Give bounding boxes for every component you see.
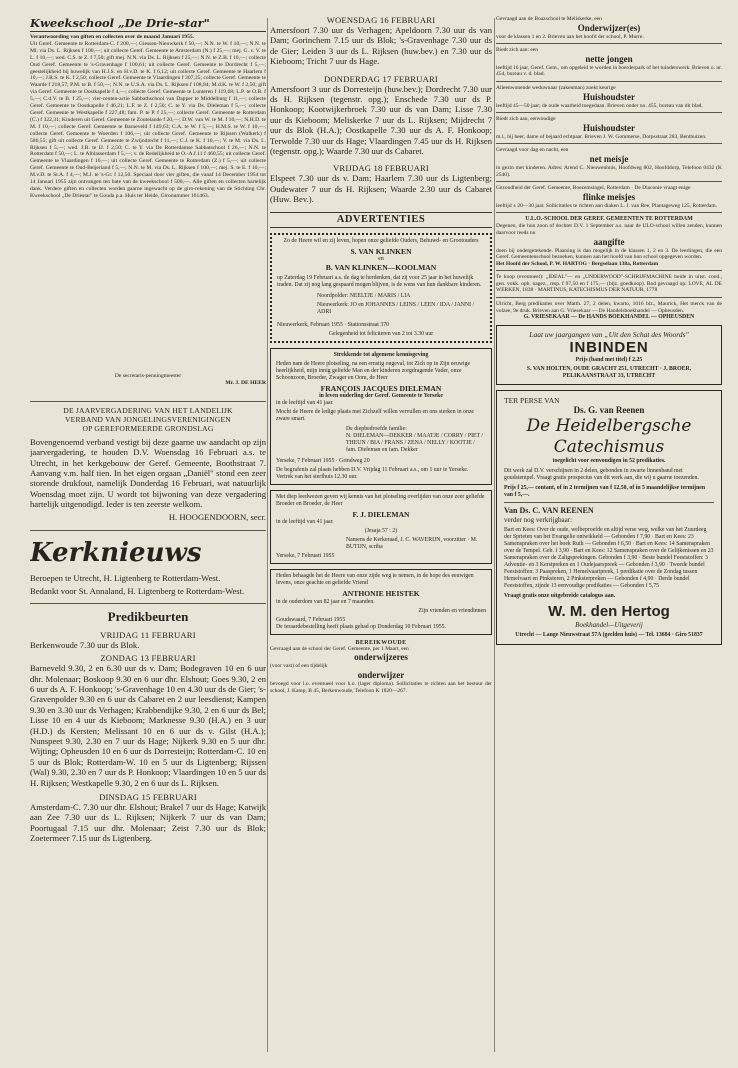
death1-burial: De begrafenis zal plaats hebben D.V. Vrijdag 11 Februari a.s., om 1 uur te Yerseke. Vertrek van het sterfhuis 12.30 uur. — [276, 466, 469, 480]
ad1-intro: Gevraagd aan de Boazschool te Meliskerke, een — [496, 16, 602, 22]
ad2-text: leeftijd 16 jaar, Geref. Gem., om opgeleid te worden in boerderpark of het tuinderswerk. Brieven o. nr. 454, bureau v. d. blad. — [496, 64, 722, 78]
cat-author: Ds. G. van Reenen — [573, 405, 645, 416]
ad4-intro: Biedt zich aan, eenvoudige — [496, 116, 556, 123]
wedding-name-1: S. VAN KLINKEN — [350, 246, 412, 256]
bereik-big-2: onderwijzer — [357, 669, 405, 680]
death3-sign: Zijn vrienden en vriendinnen — [418, 607, 486, 614]
woensdag-head: WOENSDAG 16 FEBRUARI — [326, 16, 436, 25]
bereikwoude-ad — [270, 640, 492, 694]
jaarvergadering-sign: H. HOOGENDOORN, secr. — [168, 511, 266, 522]
cat-price: Prijs f 25,— contant, of in 2 termijnen van f 12,50, of in 5 maandelijkse termijnen van f 5,—. — [504, 485, 706, 499]
kerknieuws-title: Kerknieuws — [30, 537, 202, 568]
wedding-place: Nieuwerkerk, Februari 1955 · Stationsstraat 370 — [277, 321, 390, 328]
donderdag-head: DONDERDAG 17 FEBRUARI — [323, 73, 438, 84]
ad-onderwijzer — [496, 16, 722, 40]
inbinden-big: INBINDEN — [569, 339, 649, 357]
bereik-mid: (voor vast) of een tijdelijk — [270, 663, 328, 670]
advertenties-title: ADVERTENTIES — [270, 212, 492, 228]
wedding-loc-2: Nieuwerkerk: — [317, 301, 349, 308]
death3-text: Heden behaagde het de Heere van onze zijde weg te nemen, in de hope des eeuwigen levens, onze geachte en geliefde Vriend — [276, 573, 474, 587]
divider — [496, 43, 722, 44]
cat-title-1: De Heidelbergsche — [526, 416, 692, 437]
wedding-kids-2: JO en JOHANNES / LEINS / LEEN / IDA / JANNI / ADRI — [317, 301, 475, 315]
column-right — [496, 16, 722, 1054]
column-left — [30, 16, 266, 1054]
bedankt-line: Bedankt voor St. Annaland, H. Ligtenberg te Rotterdam-West. — [30, 586, 245, 597]
divider — [504, 502, 714, 503]
inbinden-addr: S. VAN HOLTEN, OUDE GRACHT 251, UTRECHT · J. BROER, PELIKAANSTRAAT 33, UTRECHT — [526, 366, 692, 380]
ad-huishoudster-2 — [496, 116, 722, 140]
publisher-name: W. M. den Hertog — [548, 603, 670, 621]
bereik-big-1: onderwijzeres — [354, 652, 408, 663]
death3-age: in de ouderdom van 82 jaar en 7 maanden. — [276, 598, 375, 605]
predikbeurten-title: Predikbeurten — [107, 608, 189, 624]
divider — [496, 297, 722, 298]
ad7-text-2: doen bij ondergetekende. Plaatsing is dan mogelijk in de klassen 1, 2 en 3. De leerlingen, die een Geref. Gemeentenschool bezoeken, kunnen aan het hoofd van hun school opgegeven worden. — [496, 247, 722, 261]
ad1-text: voor de klassen 1 en 2. Brieven aan het hoofd der school, P. Murre. — [496, 33, 644, 40]
death3-place: Goudswaard, 7 Februari 1955 — [276, 616, 346, 623]
wedding-en: en — [378, 256, 384, 263]
divider — [496, 212, 722, 213]
bereik-foot: bevoegd voor l.o. eventueel voor h.o. (lager diploma). Sollicitaties te richten aan het bestuur der school, J. Kamp, B 45, Berkenwoude, Telefoon K 1820—267. — [270, 680, 492, 694]
column-divider — [267, 18, 268, 1052]
jaarvergadering-title-3: OP GEREFORMEERDE GRONDSLAG — [82, 423, 214, 433]
death-notice-2 — [270, 490, 492, 564]
ad4-text: m.l., bij heer, dame of bejaard echtpaar. Brieven J. W. Gommerse, Dorpsstraat 283, Benthuizen. — [496, 133, 707, 140]
column-divider — [494, 18, 495, 1052]
ad6-intro: Gezondheid der Geref. Gemeente, Boezemsingel, Rotterdam · De Diaconie vraagt enige — [496, 185, 691, 192]
ad3-big: Huishoudster — [582, 91, 635, 102]
publisher-sub: Boekhandel—Uitgeverij — [575, 621, 643, 630]
inbinden-price: Prijs (band met titel) f 2.25 — [575, 357, 643, 364]
ad9-text: Ulricht, Berg predikaties over Matth. 27, 2 delen, kwarto, 1016 blz., Maurick, Het merck van de volzee, 9e druk. Brieven aan G. Vriesekaar — De Handelsboekhandel — Opheusden. — [496, 301, 722, 314]
divider — [496, 112, 722, 113]
vr-catalog: Vraagt gratis onze uitgebreide catalogus aan. — [504, 593, 616, 600]
death1-family-head: De diepbedroefde familie: — [346, 425, 407, 432]
wedding-announcement — [270, 233, 492, 343]
ad5-text: in gezin met kinderen. Adres: Arend C. Nieuwenhuis, Hoofdweg 802, Hoofddorp, Telefoon 0432 (K 2540). — [496, 164, 722, 178]
death-notice-3 — [270, 569, 492, 634]
divider — [30, 530, 266, 531]
kweekschool-sign-title: De secretaris-penningmeester — [114, 372, 182, 379]
divider — [496, 81, 722, 82]
death1-name: FRANÇOIS JACQUES DIELEMAN — [320, 383, 442, 393]
divider — [30, 401, 266, 402]
catechismus-ad — [496, 390, 722, 645]
vrijdag-body: Berkenwoude 7.30 uur ds Blok. — [30, 639, 140, 650]
inbinden-text: Laat uw jaargangen van „Uit den Schat des Woords" — [529, 330, 689, 340]
ad3-text: leeftijd 45—50 jaar; de oude waarheid toegedaan. Brieven onder no. 455, bureau van dit blad. — [496, 102, 703, 109]
divider — [496, 143, 722, 144]
wedding-name-2: B. VAN KLINKEN—KOOLMAN — [325, 263, 437, 273]
dinsdag-head: DINSDAG 15 FEBRUARI — [99, 792, 197, 803]
death3-burial: De teraardebestelling heeft plaats gehad op Donderdag 10 Februari 1955. — [276, 623, 446, 630]
death2-intro: Met diep leedwezen geven wij kennis van het plotseling overlijden van onze zeer geliefde Broeder en Broeder, de Heer — [276, 493, 485, 507]
ad-nette-jongen — [496, 47, 722, 78]
death-notice-1 — [270, 348, 492, 485]
death2-sign: Namens de Kerkeraad, J. C. WAVERIJN, voorzitter · M. BUTIJN, scriba — [346, 537, 478, 551]
wedding-kids-1: NEELTJE / MARIS / LIA — [349, 292, 411, 299]
death2-place: Yerseke, 7 Februari 1955 — [276, 553, 335, 560]
divider — [496, 181, 722, 182]
divider — [496, 270, 722, 271]
ad-net-meisje — [496, 147, 722, 178]
vr-head: Van Ds. C. VAN REENEN — [504, 506, 594, 516]
ad7-head: U.L.O.-SCHOOL DER GEREF. GEMEENTEN TE ROTTERDAM — [525, 216, 693, 223]
jaarvergadering-title-1: DE JAARVERGADERING VAN HET LANDELIJK — [63, 405, 233, 415]
zondag-head: ZONDAG 13 FEBRUARI — [100, 653, 196, 664]
death2-name: F. J. DIELEMAN — [352, 509, 410, 519]
death3-name: ANTHONIE HEISTEK — [342, 589, 420, 599]
death2-verse: (Jesaja 57 : 2) — [364, 528, 398, 535]
vrijdag-head: VRIJDAG 11 FEBRUARI — [100, 629, 196, 640]
donderdag-body: Amersfoort 3 uur ds Dorresteijn (huw.bev.); Dordrecht 7.30 uur ds H. Rijksen (tegenstr. opg.); Enschede 7.30 uur ds P. Honkoop; Kootwijkerbroek 7.30 uur ds van Dam; Lisse 7.30 uur ds Kieboom; Meliskerke 7 uur ds L. Rijksen; Mijdrecht 7 uur ds Blok (H.A.); Oostkapelle 7.30 uur ds A. F. Honkoop; Terwolde 7.30 uur ds Hage; Vlaardingen 7.45 uur ds H. Rijksen (tegenstr. opg.); Waarde 7.30 uur ds Cabaret. — [270, 83, 492, 157]
wedding-date: op Zaterdag 19 Februari a.s. de dag te herdenken, dat zij voor 25 jaar in het huwelijk traden. Dat zij nog lang gespaard mogen blijven, is de wens van hun dankbare kinderen. — [277, 274, 482, 288]
woensdag-body: Amersfoort 7.30 uur ds Verhagen; Apeldoorn 7.30 uur ds van Dam; Gorinchem 7.15 uur ds Blok; 's-Gravenhage 7.30 uur ds de Gier; Leiden 3 uur ds L. Rijksen (huw.bev.) en 7.30 uur ds Kieboom; Tricht 7 uur ds Hage. — [270, 25, 492, 67]
cat-text: Dit werk zal D.V. verschijnen in 2 delen, gebonden in zwarte linnenband met goudstempel. Vraagt gratis prospectus van dit werk aan, die wij u gaarne toezenden. — [504, 468, 699, 482]
death1-family: N. DIELEMAN—DEKKER / MAATJE / CORRY / PIET / THEUN / BIA / FRANS / ZENA / NELLY / KOOTJE / fam. Dieleman en fam. Dekker — [346, 432, 484, 453]
ad2-intro: Biedt zich aan: een — [496, 47, 538, 54]
kweekschool-sign-name: Mr. J. DE HEER — [225, 379, 266, 386]
kweekschool-title: Kweekschool „De Drie-star" — [30, 16, 266, 32]
beroepen-line: Beroepen te Utrecht, H. Ligtenberg te Rotterdam-West. — [30, 572, 221, 583]
vrijdag18-head: VRIJDAG 18 FEBRUARI — [333, 163, 429, 174]
jaarvergadering-body: Bovengenoemd verband vestigt bij deze gaarne uw aandacht op zijn jaarvergadering, te houden D.V. Woensdag 16 Februari a.s. te Utrecht, in het kerkgebouw der Geref. Gemeente, Boothstraat 7. Aanvang v.m. half tien. In het eigen orgaan „Daniël" stond een zeer storende drukfout, namelijk Donderdag 16 Februari, wat natuurlijk Woensdag moet zijn. U wordt tot bijwoning van deze vergadering hartelijk uitgenodigd. Ieder is ten zeerste welkom. — [30, 436, 266, 510]
ad3-intro: Alleenwonende weduwnaar (zakenman) zoekt keurige — [496, 84, 616, 91]
ad-ulo-school — [496, 216, 722, 267]
divider — [30, 603, 266, 604]
jaarvergadering-title-2: VERBAND VAN JONGELINGSVERENIGINGEN — [65, 414, 231, 424]
death1-role: in leven ouderling der Geref. Gemeente te Yerseke — [319, 392, 443, 399]
ad6-text: leeftijd ± 20—30 jaar. Sollicitaties te richten aan diaken L. J. van Ree, Plantageweg 125, Rotterdam. — [496, 202, 717, 209]
jaarvergadering-notice — [30, 406, 266, 522]
bereik-text: Gevraagd aan de school der Geref. Gemeente, per 1 Maart, een — [270, 645, 409, 652]
death2-age: in de leeftijd van 41 jaar. — [276, 519, 334, 526]
cat-title-2: Catechismus — [553, 437, 665, 458]
ad8-text: Te koop (eventueel): „IDEAL"— en „UNDERWOOD"-SCHRIJFMACHINE beide in uitst. cond., gen. vokk. opb. nagez., resp. f 97,50 en f 175,— (bijz. goedkoop). Bod gevraagd op: LOVE, AL DE WERKEN, 1838 · MARTINUS, KATECHISMUS DER NATUUR, 1778 — [496, 274, 722, 294]
inbinden-ad — [496, 325, 722, 385]
ad6-big: flinke meisjes — [582, 191, 636, 202]
death1-place: Yerseke, 7 Februari 1955 · Grindweg 20 — [276, 457, 370, 464]
wedding-children — [317, 293, 485, 316]
death1-hope: Mocht de Heere de ledige plaats met Zichzelf willen vervullen en ons sterken in onze zware smart. — [276, 408, 474, 422]
ad5-big: net meisje — [589, 153, 629, 164]
vrijdag18-body: Elspeet 7.30 uur ds v. Dam; Haarlem 7.30 uur ds Ligtenberg; Oudewater 7 uur ds H. Rijksen; Waarde 2.30 uur ds Cabaret (Huw. Bev.). — [270, 173, 492, 205]
vr-sub: verder nog verkrijgbaar: — [504, 516, 573, 525]
ad7-sign: Het Hoofd der School, P. W. HARTOG · Bergselaan 138a, Rotterdam — [496, 260, 659, 267]
ad4-big: Huishoudster — [582, 122, 635, 133]
ad-flinke-meisjes — [496, 185, 722, 209]
vr-list: Bart en Kees: Over de oude, welbeproefde en altijd verse weg, welke van het Zuurdeeg der Sprieten van het Evangelie ontwikkeld — Gebonden f 7,90 · Bart en Kees: 23 Samenspraken over het boek Ruth — Gebonden f 6,50 · Bart en Kees: 14 Samenspraken over de Tempel. Geb. f 3,90 · Bart en Kees: 12 Samenspraken over de Gelijkenissen en 23 Samenspraken over de Zaligsprekingen. Gebonden f 3,90 · Beste bundel Feeststoffen: 3 Adventie- en 3 Kerstpreken en 1 Oudejaarspreek — Gebonden f 3,90 · Tweede bundel Feeststoffen: 3 Paaspreken, 1 Hemelvaartpreek, 1 predikatie over de Zondag tussen Hemelvaart en Pinksteren, 2 Pinksterpreken — Gebonden f 4,90 · Derde bundel Feeststoffen, zijnde 13 eenvoudige predikaties — Gebonden f 5,75 — [504, 527, 714, 590]
dinsdag-body: Amsterdam-C. 7.30 uur dhr. Elshout; Brakel 7 uur ds Hage; Katwijk aan Zee 7.30 uur ds L. Rijksen; Nijkerk 7 uur ds van Dam; Poortugaal 7.15 uur dhr. Molenaar; Zeist 7.30 uur ds Blok; Zoetermeer 7.15 uur ds Ligtenberg. — [30, 802, 266, 844]
column-middle — [270, 16, 492, 1054]
cat-pers: TER PERSE VAN — [504, 396, 560, 406]
publisher-addr: Utrecht — Lange Nieuwstraat 57A (geelden huis) — Tel. 13684 · Giro 51837 — [515, 632, 703, 639]
zondag-body: Barneveld 9.30, 2 en 6.30 uur ds v. Dam; Bodegraven 10 en 6 uur dhr. Molenaar; Boskoop 9.30 en 6 uur dhr. Elshout; Goes 9.30, 2 en 6 uur ds A. F. Honkoop; 's-Gravenhage 10 en 4.30 uur ds de Gier; 's-Gravenpolder 9.30 en 6 uur ds Cabaret en 2 uur leesdienst; Kampen 9.30 en 3.30 uur ds Verhagen; Krabbendijke 9.30, 2 en 6 uur ds Bel; Lisse 10 en 4 uur ds Kieboom; Marknesse 9.30 (H.A.) en 3 uur (H.D.) ds Kersten; Melissant 10 en 6 uur ds v. Gilst (H.A.); Nunspeet 9.30, 2.30 en 7 uur ds Hage; Nijkerk 9.30 en 5 uur dhr. Wijting; Opheusden 10 en 6 uur ds Dorresteijn; Rotterdam-C. 10 en 5 uur ds Blok; Rotterdam-W. 10 en 5 uur ds Ligtenberg; Rijssen (Wal) 9.30, 2.30 en 7 uur ds P. Honkoop; Vlaardingen 10 en 5 uur ds H. Rijksen; Westkapelle 9.30, 2 en 6 uur ds L. Rijksen. — [30, 663, 266, 788]
kweekschool-intro: Verantwoording van giften en collecten over de maand Januari 1955. — [30, 34, 195, 40]
bereik-head: BEREIKWOUDE — [355, 639, 407, 646]
wedding-text: Zo de Heere wil en zij leven, hopen onze geliefde Ouders, Behuwd- en Grootouders — [283, 237, 479, 244]
ad7-text: Degenen, die hun zoon of dochter D.V. 1 September a.s. naar de ULO-school willen zenden, kunnen daarvoor reeds nu — [496, 223, 722, 236]
kweekschool-body: Uit Geref. Gemeente te Rotterdam-C. f 200,—; Giessen-Nieuwkerk f 50,—; N.N. te W. f 10,—; N.N. te Ml. via Ds. L. Rijksen f 100,—; uit collecte Geref. Gemeente te Amsterdam (N.) f 25,—; mej. G. v. V. te L. f 10,—; wed. C.S. te Z. f 7,50; gift mej. N.N. via Ds. L. Rijksen f 25,—; N.N. te Z.B. f 10,—; collecte Oud Geref. Gemeente te 's-Gravenhage f 100,61; uit collecte Geref. Gemeente te Dordrecht f 5,—; geestelijkheid bij huwelijk van H.J.S. en H.v.D. te K. f 6,12; uit collecte Geref. Gemeente te Haarlem f 10,—; J.R.S. te K. f 2,50; collecte Geref. Gemeente te Vlaardingen f 307,35; collecte Geref. Gemeente te Waarde f 218,57; P.M. te B. f 50,—; N.N. te U.S.A. via Ds. L. Rijksen f 108,84; M.d.K. te W. f 2,50; gift via Geref. Gemeente te Oostkapelle f 4,—; collecte Geref. Gemeente te Lunteren f 119,68; L.P. te O.B. f 5,—; C.d.V. te B. f 25,—; vier-centen-actie Sabbathschool van Dapper te Middelburg f 11,—; collecte Geref. Gemeente te Oostkapelle f 46,21; L.F. te Z. f 2,50; C. te Y. via Ds. Dieleman f 5,—; collecte Geref. Gemeente te Westkapelle f 227,48; fam. P. te P. f 25,—; collecte Geref. Gemeente te Rotterdam (C.) f 322,31; Kinderen uit Geref. Gemeente te Zoutelande f 20,—; D.W. van W. te M. f 10,—; N.H.D. te M. f 10,—; collecte Geref. Gemeente te Barneveld f 149,63; C.A. te W. f 5,—; H.M.S. te W. f 10,—; collecte Geref. Gemeente te Woerden f 106,—; uit collecte Geref. Gemeente te Rijssen (Walkerk) f 586,55; gift uit collecte Geref. Gemeente te Zwijndrecht f 11,—; C.J. te K. f 10,—; V. te M. via Ds. L. Rijksen f 5,—; wed. J.B. te IJ. f 2,50; C. te Y. via De Rotterdamse Sabbatschool f 26,—; N.N. te Rotterdam f 50,—; L. te Alblasserdam f 5,—; v. de Redelijkheid te O.-A.f.11 f 460,55; uit collecte Geref. Gemeente te Vlaardingen f 16,—; uit collecte Geref. Gemeente te Rotterdam (Z.) f 5,—; uit collecte Geref. Gemeente te Oud-Beijerland f 5,—; N.N. te M. via Ds. L. Rijksen f 100,—; mej. S. te E. f 10,—; M.v.D. te St.A. f 4,—; M.J. te 's-Gr. f 12,50. Speciaal door vier giften, die vanaf 14 December 1954 tot 14 Januari 1955 zijn ontvangen ten bate van de kweekschool f 500,—. Alle giften en collecten hartelijk dank. Verdere giften en collecten worden gaarne ingewacht op de giro-rekening van de Stichting Chr. Kweekschool „De Driestar" te Gouda p.a. Huis ter Heide, Gironummer 161463. — [30, 40, 266, 199]
ad1-big: Onderwijzer(es) — [577, 22, 641, 33]
ad2-big: nette jongen — [585, 53, 633, 64]
ad9-sign: G. VRIESEKAAR — De HANDS BOEKHANDEL — OPHEUSDEN — [523, 314, 695, 321]
death1-text: Heden nam de Heere plotseling, na een ernstig ongeval, tot Zich op in Zijn eeuwige heerlijkheid, mijn innig geliefde Man en der kinderen zorgdragende Vader, onze Schoonzoon, Broeder, Zwager en Oom, de Heer — [276, 360, 471, 381]
wedding-loc-1: Noordpolder: — [317, 292, 349, 299]
ad-huishoudster-1 — [496, 85, 722, 109]
cat-sub: toegelicht voor eenvoudigen in 52 predikaties. — [552, 458, 666, 465]
wedding-reception: Gelegenheid tot feliciteren van 2 tot 3.30 uur — [328, 330, 434, 337]
death1-age: in de leeftijd van 41 jaar. — [276, 399, 334, 406]
death1-intro: Strekkende tot algemene kennisgeving — [333, 351, 429, 358]
ad5-intro: Gevraagd voor dag en nacht, een — [496, 147, 569, 154]
ad7-big: aangifte — [593, 236, 625, 247]
